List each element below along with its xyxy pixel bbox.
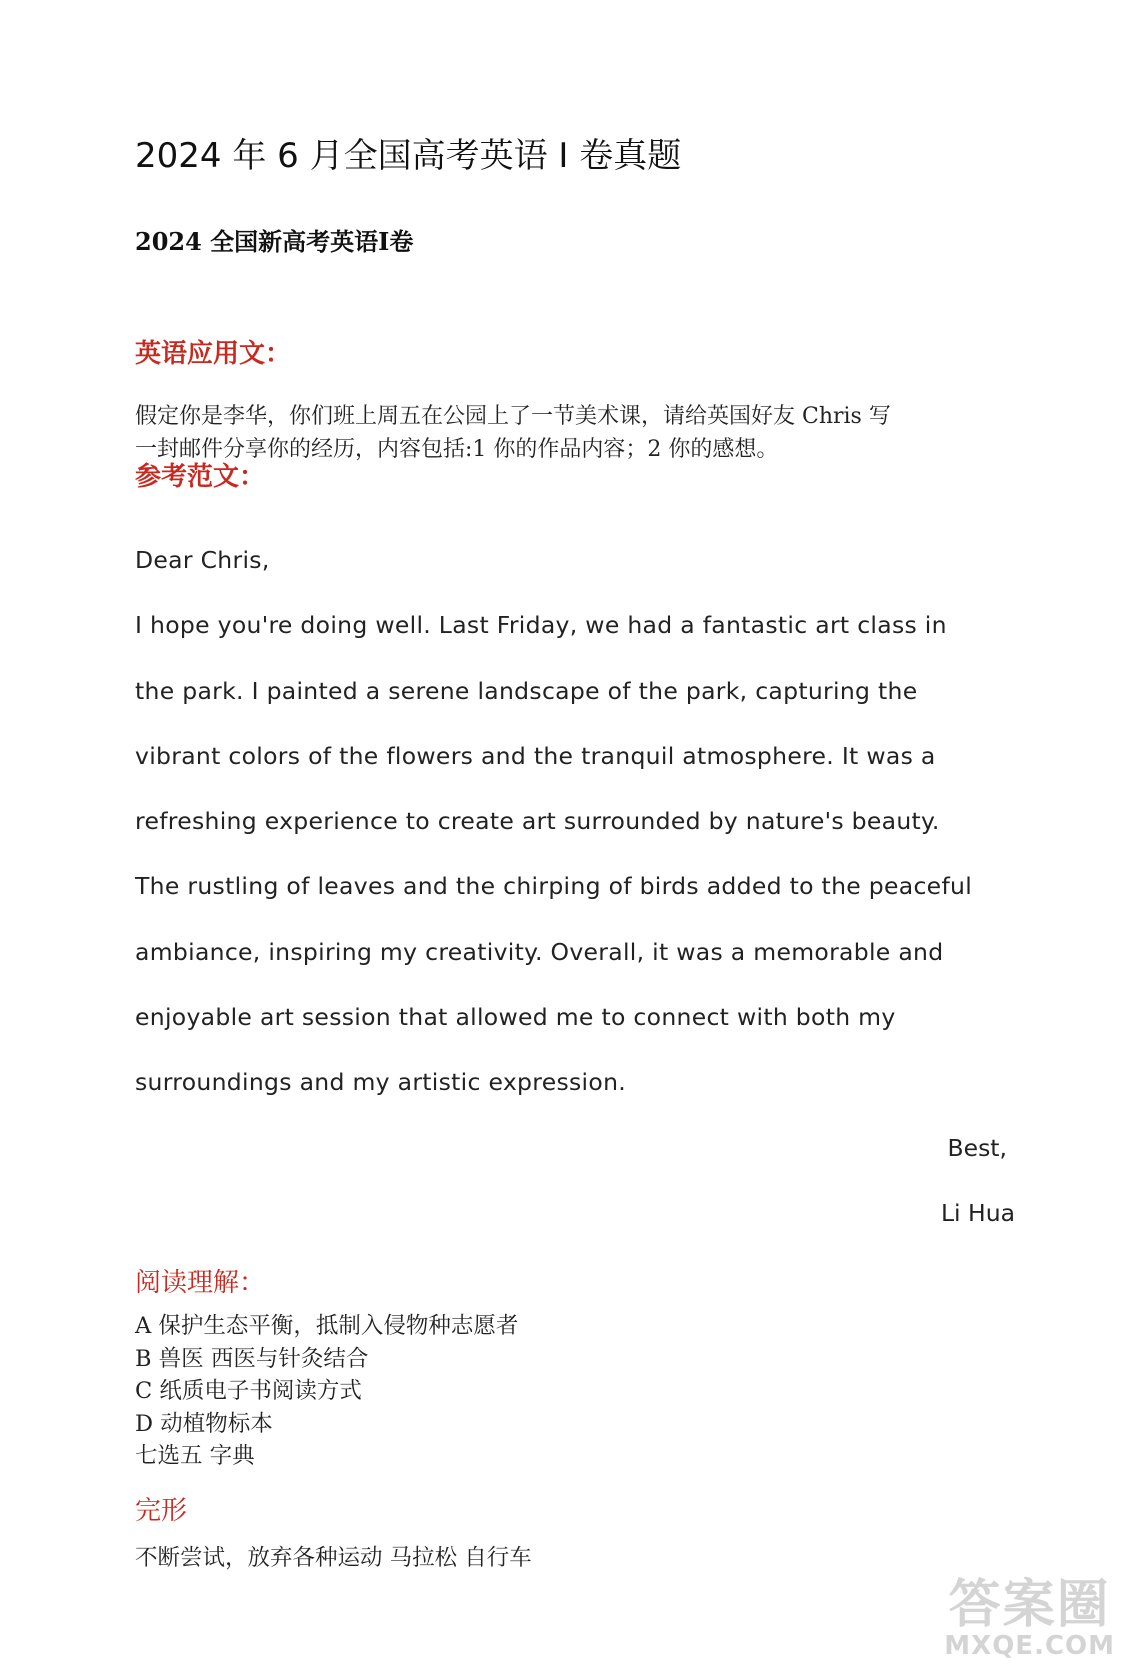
letter-line: I hope you're doing well. Last Friday, we had a fantastic art class in xyxy=(135,611,947,640)
watermark xyxy=(944,1575,1115,1661)
list-item: C 纸质电子书阅读方式 xyxy=(135,1378,362,1405)
sample-heading: 参考范文： xyxy=(135,462,266,492)
watermark-logo: 答案圈 xyxy=(948,1575,1111,1635)
reading-list xyxy=(135,1310,518,1473)
page-title: 2024 年 6 月全国高考英语 I 卷真题 xyxy=(135,136,682,176)
sample-letter xyxy=(135,546,972,1134)
letter-line: the park. I painted a serene landscape of the park, capturing the xyxy=(135,676,918,705)
list-item: D 动植物标本 xyxy=(135,1410,273,1437)
letter-line: enjoyable art session that allowed me to connect with both my xyxy=(135,1003,896,1032)
watermark-url: MXQE.COM xyxy=(944,1631,1115,1661)
prompt-line: 假定你是李华，你们班上周五在公园上了一节美术课，请给英国好友 Chris 写 xyxy=(135,404,891,429)
list-item: 七选五 字典 xyxy=(135,1443,255,1470)
writing-heading: 英语应用文： xyxy=(135,339,292,369)
letter-line: The rustling of leaves and the chirping of birds added to the peaceful xyxy=(135,872,973,901)
letter-closing: Best, xyxy=(947,1134,1007,1162)
letter-salutation: Dear Chris, xyxy=(135,546,270,574)
letter-line: vibrant colors of the flowers and the tranquil atmosphere. It was a xyxy=(135,741,936,770)
letter-line: ambiance, inspiring my creativity. Overall, it was a memorable and xyxy=(135,937,944,966)
reading-heading: 阅读理解： xyxy=(135,1268,266,1298)
cloze-heading: 完形 xyxy=(135,1496,188,1526)
letter-line: surroundings and my artistic expression. xyxy=(135,1068,627,1097)
page-subtitle: 2024 全国新高考英语Ⅰ卷 xyxy=(135,227,414,256)
letter-line: refreshing experience to create art surrounded by nature's beauty. xyxy=(135,807,940,836)
prompt-line: 一封邮件分享你的经历，内容包括:1 你的作品内容；2 你的感想。 xyxy=(135,437,779,462)
list-item: B 兽医 西医与针灸结合 xyxy=(135,1345,369,1372)
cloze-text: 不断尝试，放弃各种运动 马拉松 自行车 xyxy=(135,1545,532,1571)
letter-signature: Li Hua xyxy=(940,1199,1015,1227)
list-item: A 保护生态平衡，抵制入侵物种志愿者 xyxy=(135,1313,519,1339)
